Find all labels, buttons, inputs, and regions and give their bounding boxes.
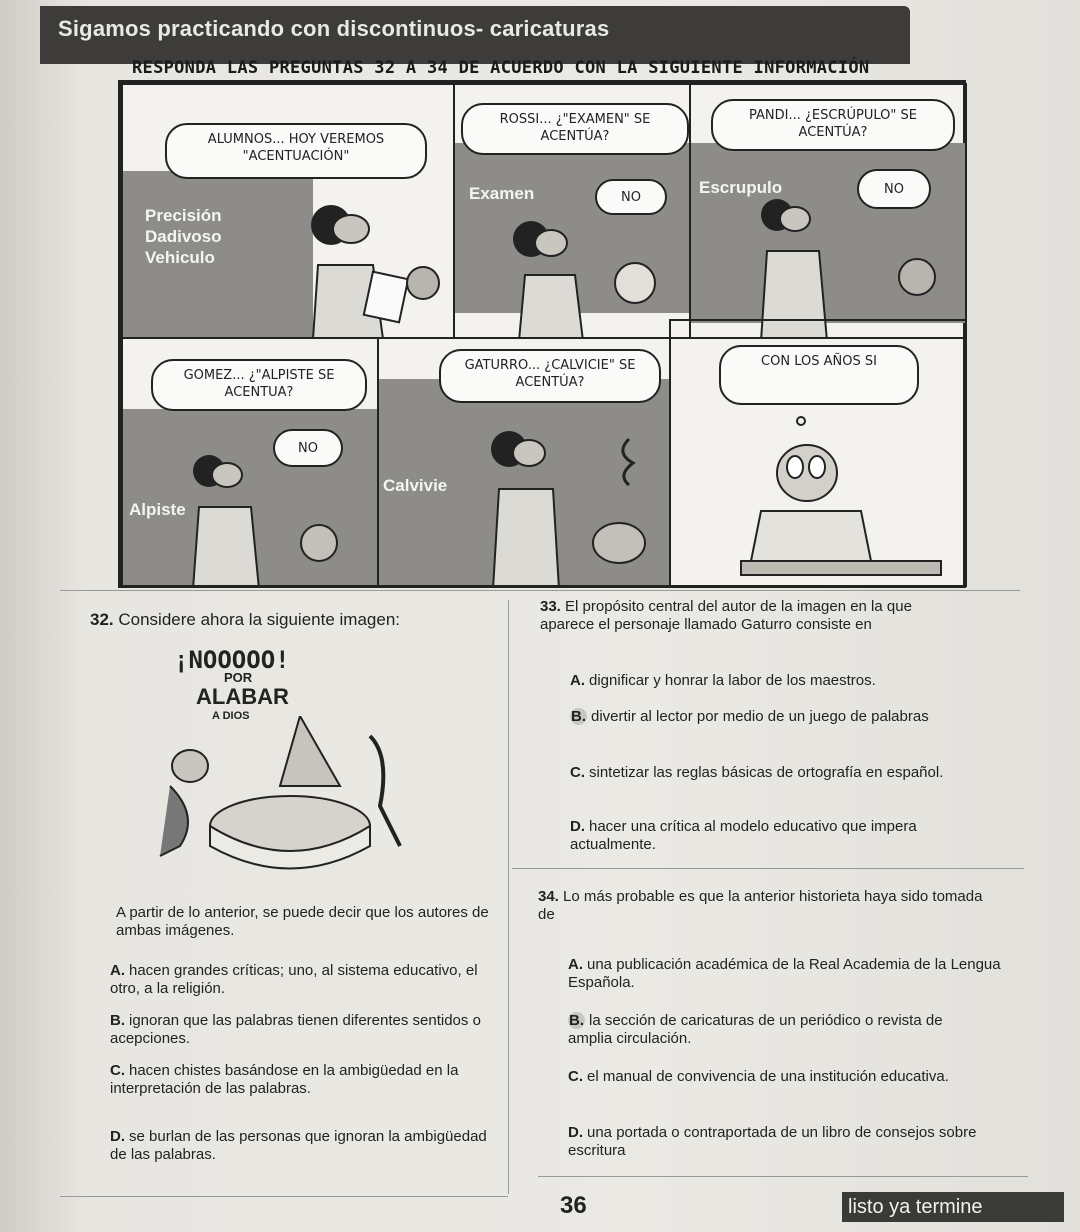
comic-strip <box>118 80 966 588</box>
reply-bubble: NO <box>595 179 667 215</box>
instructions: RESPONDA LAS PREGUNTAS 32 A 34 DE ACUERDO CON LA SIGUIENTE INFORMACIÓN <box>132 58 870 78</box>
option-letter: A. <box>110 962 125 979</box>
selected-marker: B. <box>571 708 586 725</box>
question-text: El propósito central del autor de la imagen en la que aparece el personaje llamado Gaturro consiste en <box>540 598 912 633</box>
comic-panel-6 <box>669 319 967 587</box>
speech-bubble: GATURRO... ¿CALVICIE" SE ACENTÚA? <box>439 349 661 403</box>
question-34-prompt <box>538 888 998 924</box>
done-button[interactable]: listo ya termine <box>842 1192 1064 1222</box>
option-text: hacen chistes basándose en la ambigüedad en la interpretación de las palabras. <box>110 1062 459 1097</box>
option-32-a[interactable] <box>110 962 490 998</box>
religion-cartoon <box>140 646 420 886</box>
option-text: una publicación académica de la Real Academia de la Lengua Española. <box>568 956 1001 991</box>
chalkboard-word: Escrupulo <box>699 178 783 197</box>
comic-panel-1 <box>121 83 455 339</box>
question-text: Considere ahora la siguiente imagen: <box>118 610 400 629</box>
board-word: Dadivoso <box>145 227 222 246</box>
option-34-a[interactable] <box>568 956 1008 992</box>
board-word: Precisión <box>145 206 222 225</box>
option-34-d[interactable] <box>568 1124 988 1160</box>
reply-bubble: NO <box>273 429 343 467</box>
option-33-d[interactable] <box>570 818 970 854</box>
question-33-prompt <box>540 598 960 634</box>
gaturro-illustration <box>731 411 961 587</box>
option-letter: C. <box>568 1068 583 1085</box>
option-text: se burlan de las personas que ignoran la ambigüedad de las palabras. <box>110 1128 487 1163</box>
option-letter: A. <box>570 672 585 689</box>
cartoon-illustration <box>140 716 420 886</box>
speech-bubble: CON LOS AÑOS SI <box>719 345 919 405</box>
option-32-d[interactable] <box>110 1128 490 1164</box>
question-32-title <box>90 610 400 630</box>
teacher-illustration <box>419 419 669 587</box>
option-text: hacen grandes críticas; uno, al sistema educativo, el otro, a la religión. <box>110 962 478 997</box>
chalkboard-word: Examen <box>469 184 535 203</box>
question-32-prompt: A partir de lo anterior, se puede decir que los autores de ambas imágenes. <box>116 904 489 939</box>
divider <box>512 868 1024 869</box>
speech-bubble: ROSSI... ¿"EXAMEN" SE ACENTÚA? <box>461 103 689 155</box>
teacher-illustration <box>505 203 685 339</box>
option-text: ignoran que las palabras tienen diferentes sentidos o acepciones. <box>110 1012 481 1047</box>
divider <box>60 1196 508 1197</box>
option-text: divertir al lector por medio de un juego de palabras <box>591 708 929 725</box>
cartoon-caption: ¡NOOOOO! <box>174 646 290 674</box>
option-text: el manual de convivencia de una institución educativa. <box>587 1068 949 1085</box>
option-letter: D. <box>570 818 585 835</box>
speech-bubble: PANDI... ¿ESCRÚPULO" SE ACENTÚA? <box>711 99 955 151</box>
teacher-illustration <box>273 185 453 339</box>
question-number: 32. <box>90 610 114 629</box>
comic-panel-5 <box>377 337 671 587</box>
option-34-b[interactable] <box>568 1012 988 1048</box>
option-letter: D. <box>110 1128 125 1145</box>
teacher-illustration <box>173 449 373 587</box>
question-number: 33. <box>540 598 561 615</box>
cartoon-caption: A DIOS <box>212 710 250 722</box>
option-letter: B. <box>110 1012 125 1029</box>
cartoon-caption: POR <box>224 670 253 685</box>
divider <box>538 1176 1028 1177</box>
option-text: sintetizar las reglas básicas de ortografía en español. <box>589 764 944 781</box>
comic-panel-4 <box>121 337 379 587</box>
option-text: la sección de caricaturas de un periódico o revista de amplia circulación. <box>568 1012 943 1047</box>
comic-panel-2 <box>453 83 691 339</box>
option-32-c[interactable] <box>110 1062 490 1098</box>
option-33-a[interactable] <box>570 672 990 690</box>
option-letter: C. <box>570 764 585 781</box>
reply-bubble: NO <box>857 169 931 209</box>
board-word: Vehiculo <box>145 248 215 267</box>
option-33-c[interactable] <box>570 764 970 782</box>
comic-panel-3 <box>689 83 967 339</box>
option-text: dignificar y honrar la labor de los maestros. <box>589 672 876 689</box>
divider <box>60 590 1020 591</box>
chalkboard-word: Calvivie <box>383 476 448 495</box>
option-34-c[interactable] <box>568 1068 988 1086</box>
page-title: Sigamos practicando con discontinuos- caricaturas <box>58 16 610 41</box>
option-text: una portada o contraportada de un libro de consejos sobre escritura <box>568 1124 977 1159</box>
chalkboard-word: Alpiste <box>129 500 186 519</box>
teacher-illustration <box>741 195 961 339</box>
selected-marker: B. <box>569 1012 584 1029</box>
option-32-b[interactable] <box>110 1012 490 1048</box>
option-33-b[interactable] <box>570 708 970 726</box>
chalkboard-words <box>145 205 222 268</box>
speech-bubble: ALUMNOS... HOY VEREMOS "ACENTUACIÓN" <box>165 123 427 179</box>
column-divider <box>508 600 509 1194</box>
speech-bubble: GOMEZ... ¿"ALPISTE SE ACENTUA? <box>151 359 367 411</box>
option-text: hacer una crítica al modelo educativo que impera actualmente. <box>570 818 917 853</box>
cartoon-caption: ALABAR <box>196 684 289 709</box>
question-text: Lo más probable es que la anterior historieta haya sido tomada de <box>538 888 983 923</box>
option-letter: D. <box>568 1124 583 1141</box>
question-number: 34. <box>538 888 559 905</box>
option-letter: C. <box>110 1062 125 1079</box>
option-letter: A. <box>568 956 583 973</box>
page-number: 36 <box>560 1192 587 1219</box>
